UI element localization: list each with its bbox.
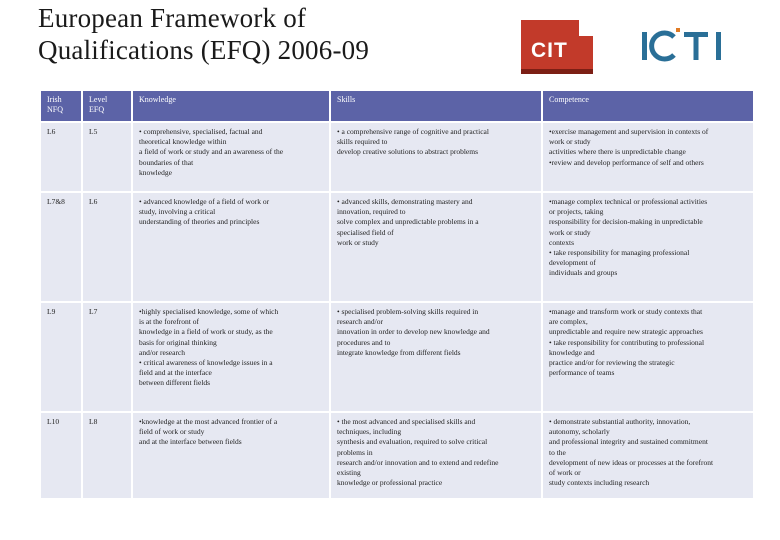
cell-competence-line: work or study — [549, 137, 591, 147]
cell-knowledge — [133, 303, 329, 411]
cell-competence-line: responsibility for decision-making in unpredictable — [549, 217, 703, 227]
cell-knowledge-line: •highly specialised knowledge, some of which — [139, 307, 279, 316]
cell-knowledge-line: field of work or study — [139, 427, 205, 437]
cell-skills-line: skills required to — [337, 137, 388, 147]
cell-knowledge-line: study, involving a critical — [139, 207, 216, 217]
icti-logo — [640, 26, 740, 66]
cell-knowledge-line: field and at the interface — [139, 368, 212, 378]
cell-skills-line: • advanced skills, demonstrating mastery and — [337, 197, 473, 206]
cell-skills — [331, 123, 541, 191]
cell-knowledge-line: knowledge — [139, 167, 172, 177]
cell-knowledge-line: between different fields — [139, 378, 211, 388]
header-knowledge: Knowledge — [133, 91, 329, 121]
cell-knowledge — [133, 123, 329, 191]
header-level-efq-line1: Level — [89, 95, 108, 104]
icti-logo-i2 — [716, 32, 721, 60]
cell-skills-line: knowledge or professional practice — [337, 478, 443, 488]
cell-competence-line: • demonstrate substantial authority, innovation, — [549, 417, 691, 426]
cell-knowledge-line: theoretical knowledge within — [139, 137, 227, 147]
cell-competence-line: to the — [549, 447, 566, 457]
cell-knowledge — [133, 413, 329, 498]
cell-skills-line: integrate knowledge from different fields — [337, 347, 461, 357]
cit-logo-stripe — [521, 69, 593, 74]
table-row — [41, 193, 753, 301]
cell-skills-line: techniques, including — [337, 427, 402, 437]
cell-competence — [543, 303, 753, 411]
header-irish-nfq-line1: Irish — [47, 95, 62, 104]
cell-competence — [543, 123, 753, 191]
cell-skills-line: problems in — [337, 447, 373, 457]
icti-logo-i1 — [642, 32, 647, 60]
cit-logo — [521, 20, 593, 74]
cell-skills-line: research and/or innovation and to extend and redefine — [337, 457, 499, 467]
cell-competence-line: development of — [549, 258, 596, 268]
header-level-efq — [83, 91, 131, 121]
cell-competence-line: or projects, taking — [549, 207, 604, 217]
cell-knowledge-line: boundaries of that — [139, 157, 194, 167]
table-row — [41, 413, 753, 498]
slide-title — [38, 2, 498, 66]
cell-competence-line: are complex, — [549, 317, 588, 327]
cell-competence-line: activities where there is unpredictable change — [549, 147, 686, 157]
cell-competence — [543, 193, 753, 301]
cell-skills-line: • a comprehensive range of cognitive and practical — [337, 127, 489, 136]
cell-skills-line: specialised field of — [337, 227, 394, 237]
header-skills: Skills — [331, 91, 541, 121]
cell-competence-line: •review and develop performance of self and others — [549, 157, 704, 167]
cell-skills — [331, 193, 541, 301]
header-irish-nfq — [41, 91, 81, 121]
cell-knowledge-line: • comprehensive, specialised, factual and — [139, 127, 263, 136]
cell-competence-line: of work or — [549, 468, 581, 478]
cell-competence-line: performance of teams — [549, 368, 615, 378]
cell-level-efq: L6 — [83, 193, 131, 301]
cell-level-efq: L8 — [83, 413, 131, 498]
cell-skills-line: innovation in order to develop new knowledge and — [337, 327, 490, 337]
cell-knowledge-line: knowledge in a field of work or study, as the — [139, 327, 273, 337]
cell-knowledge-line: is at the forefront of — [139, 317, 199, 327]
cell-competence-line: individuals and groups — [549, 268, 618, 278]
cit-logo-text: CIT — [531, 39, 568, 62]
cell-knowledge-line: basis for original thinking — [139, 337, 217, 347]
cell-knowledge-line: • advanced knowledge of a field of work or — [139, 197, 270, 206]
cell-competence-line: contexts — [549, 237, 574, 247]
slide-title-line1: European Framework of — [38, 3, 307, 33]
header-row — [41, 91, 753, 121]
cell-skills-line: develop creative solutions to abstract problems — [337, 147, 479, 157]
cell-competence-line: •manage and transform work or study contexts that — [549, 307, 703, 316]
cell-competence-line: • take responsibility for managing professional — [549, 248, 690, 258]
efq-table — [39, 89, 755, 500]
cell-competence-line: unpredictable and require new strategic approaches — [549, 327, 703, 337]
icti-logo-c — [652, 33, 674, 59]
cell-knowledge — [133, 193, 329, 301]
cell-irish-nfq: L10 — [41, 413, 81, 498]
cell-skills-line: synthesis and evaluation, required to solve critical — [337, 437, 488, 447]
cell-skills — [331, 413, 541, 498]
cell-competence-line: knowledge and — [549, 347, 595, 357]
cell-competence-line: work or study — [549, 227, 591, 237]
cell-competence-line: autonomy, scholarly — [549, 427, 610, 437]
table-row — [41, 123, 753, 191]
cell-knowledge-line: •knowledge at the most advanced frontier of a — [139, 417, 278, 426]
header-irish-nfq-line2: NFQ — [47, 105, 64, 114]
cell-level-efq: L7 — [83, 303, 131, 411]
cell-skills-line: • specialised problem-solving skills required in — [337, 307, 479, 316]
icti-logo-accent — [676, 28, 680, 32]
cell-knowledge-line: and/or research — [139, 347, 186, 357]
cell-knowledge-line: understanding of theories and principles — [139, 217, 260, 227]
icti-logo-t-stem — [694, 32, 699, 60]
cell-skills-line: procedures and to — [337, 337, 391, 347]
header-competence: Competence — [543, 91, 753, 121]
cell-skills-line: existing — [337, 468, 361, 478]
cell-competence-line: •manage complex technical or professional activities — [549, 197, 708, 206]
cell-knowledge-line: and at the interface between fields — [139, 437, 242, 447]
cell-skills — [331, 303, 541, 411]
table-row — [41, 303, 753, 411]
cell-skills-line: solve complex and unpredictable problems in a — [337, 217, 479, 227]
cell-level-efq: L5 — [83, 123, 131, 191]
cell-knowledge-line: • critical awareness of knowledge issues in a — [139, 358, 273, 368]
cell-skills-line: work or study — [337, 237, 379, 247]
cell-competence-line: and professional integrity and sustained commitment — [549, 437, 708, 447]
cell-knowledge-line: a field of work or study and an awareness of the — [139, 147, 284, 157]
cell-irish-nfq: L9 — [41, 303, 81, 411]
cit-logo-notch — [579, 20, 593, 36]
cell-competence-line: practice and/or for reviewing the strategic — [549, 358, 675, 368]
cell-competence — [543, 413, 753, 498]
cell-skills-line: innovation, required to — [337, 207, 406, 217]
cell-competence-line: •exercise management and supervision in contexts of — [549, 127, 709, 136]
header-level-efq-line2: EFQ — [89, 105, 105, 114]
cell-competence-line: development of new ideas or processes at the forefront — [549, 457, 714, 467]
cell-competence-line: • take responsibility for contributing to professional — [549, 337, 705, 347]
cell-skills-line: research and/or — [337, 317, 384, 327]
cell-irish-nfq: L6 — [41, 123, 81, 191]
cell-skills-line: • the most advanced and specialised skills and — [337, 417, 476, 426]
slide-title-line2: Qualifications (EFQ) 2006-09 — [38, 35, 370, 65]
cell-competence-line: study contexts including research — [549, 478, 650, 488]
cell-irish-nfq: L7&8 — [41, 193, 81, 301]
